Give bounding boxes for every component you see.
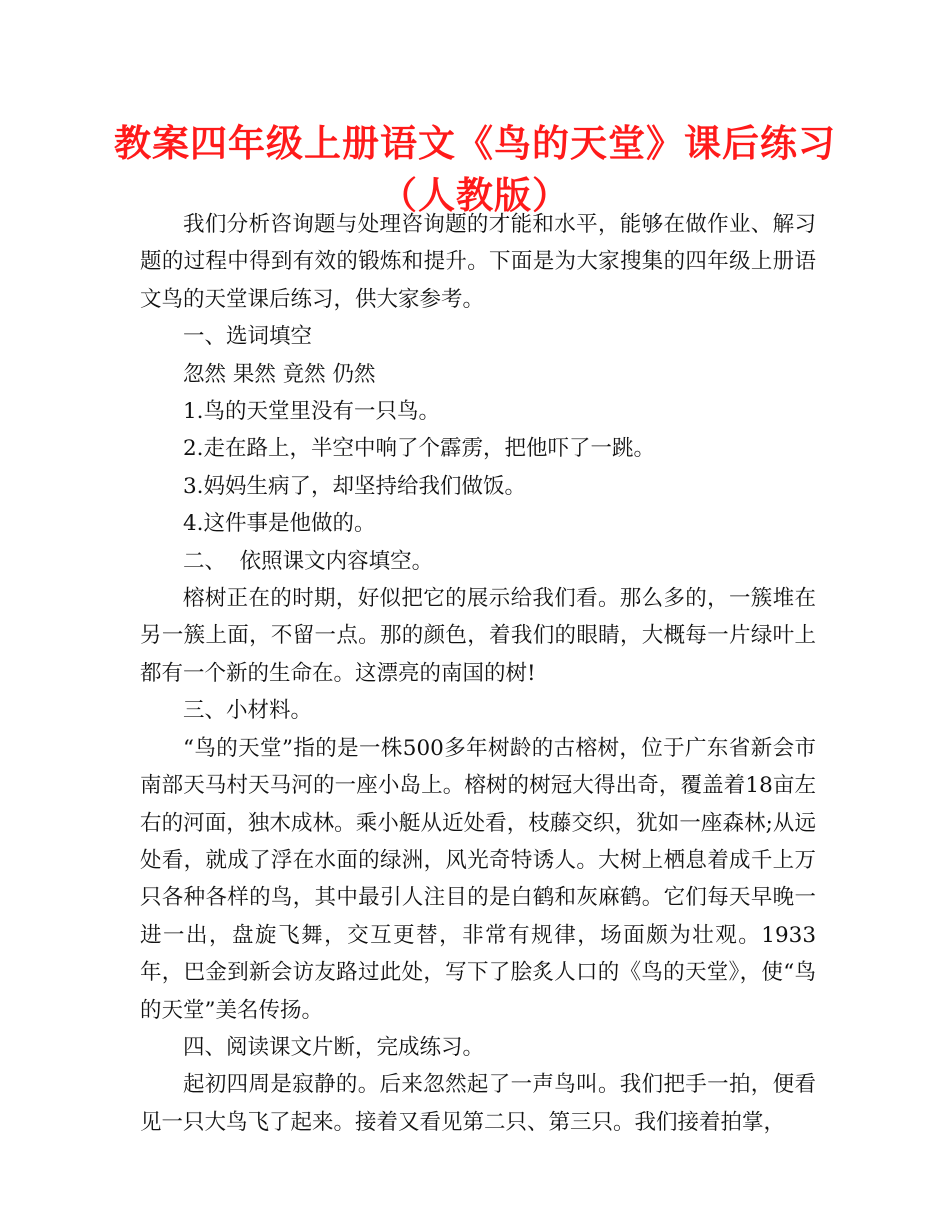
section-heading-4: 四、阅读课文片断，完成练习。 (183, 1034, 485, 1060)
document-title: 教案四年级上册语文《鸟的天堂》课后练习（人教版） (114, 122, 836, 217)
section-heading-3: 三、小材料。 (183, 698, 313, 724)
paragraph-material: “鸟的天堂”指的是一株500多年树龄的古榕树，位于广东省新会市南部天马村天马河的一座小岛上。榕树的树冠大得出奇，覆盖着18亩左右的河面，独木成林。乘小艇从近处看，枝藤交织，犹如一座森林;从远处看，就成了浮在水面的绿洲，风光奇特诱人。大树上栖息着成千上万只各种各样的鸟，其中最引人注目的是白鹤和灰麻鹤。它们每天早晚一进一出，盘旋飞舞，交互更替，非常有规律，场面颇为壮观。1933年，巴金到新会访友路过此处，写下了脍炙人口的《鸟的天堂》，使“鸟的天堂”美名传扬。 (140, 735, 816, 1023)
paragraph-fill-blank: 榕树正在的时期，好似把它的展示给我们看。那么多的，一簇堆在另一簇上面，不留一点。那的颜色，着我们的眼睛，大概每一片绿叶上都有一个新的生命在。这漂亮的南国的树! (140, 586, 816, 686)
word-choices: 忽然 果然 竟然 仍然 (183, 361, 376, 387)
paragraph-intro: 我们分析咨询题与处理咨询题的才能和水平，能够在做作业、解习题的过程中得到有效的锻炼和提升。下面是为大家搜集的四年级上册语文鸟的天堂课后练习，供大家参考。 (140, 212, 816, 312)
question-2: 2.走在路上，半空中响了个霹雳，把他吓了一跳。 (183, 436, 656, 462)
paragraph-reading: 起初四周是寂静的。后来忽然起了一声鸟叫。我们把手一拍，便看见一只大鸟飞了起来。接着又看见第二只、第三只。我们接着拍掌， (140, 1072, 816, 1135)
question-3: 3.妈妈生病了，却坚持给我们做饭。 (183, 473, 527, 499)
document-body (140, 206, 816, 1141)
section-heading-2: 二、 依照课文内容填空。 (183, 548, 434, 574)
section-heading-1: 一、选词填空 (183, 324, 313, 350)
question-4: 4.这件事是他做的。 (183, 511, 376, 537)
question-1: 1.鸟的天堂里没有一只鸟。 (183, 399, 441, 425)
